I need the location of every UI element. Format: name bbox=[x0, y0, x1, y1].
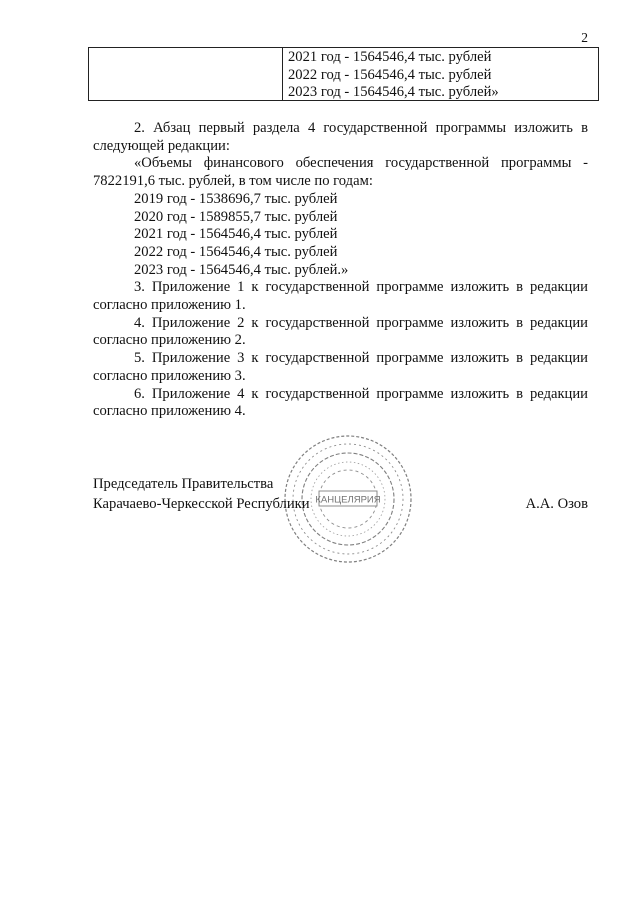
item-3-paragraph: 3. Приложение 1 к государственной программе изложить в редакции согласно приложению 1. bbox=[93, 279, 588, 314]
table-row: 2021 год - 1564546,4 тыс. рублей bbox=[288, 49, 492, 65]
item-2-line-1: 2. Абзац первый раздела 4 государственной программы изложить в bbox=[134, 120, 588, 136]
signatory-name: А.А. Озов bbox=[525, 496, 588, 512]
year-line: 2019 год - 1538696,7 тыс. рублей bbox=[134, 190, 338, 207]
table-cell-years bbox=[288, 49, 598, 102]
year-line: 2022 год - 1564546,4 тыс. рублей bbox=[134, 243, 338, 260]
table-row: 2023 год - 1564546,4 тыс. рублей» bbox=[288, 84, 499, 100]
signature-title-line-1: Председатель Правительства bbox=[93, 476, 274, 492]
item-4-paragraph: 4. Приложение 2 к государственной программе изложить в редакции согласно приложению 2. bbox=[93, 314, 588, 349]
year-line: 2021 год - 1564546,4 тыс. рублей bbox=[134, 226, 338, 243]
year-line: 2023 год - 1564546,4 тыс. рублей.» bbox=[134, 261, 349, 278]
item-2-line-2: следующей редакции: bbox=[93, 137, 230, 154]
item-5-paragraph: 5. Приложение 3 к государственной программе изложить в редакции согласно приложению 3. bbox=[93, 350, 588, 384]
quote-line-1: «Объемы финансового обеспечения государственной программы - bbox=[134, 155, 588, 172]
signature-title-line-2: Карачаево-Черкесской Республики bbox=[93, 496, 310, 512]
stamp-center-text: КАНЦЕЛЯРИЯ bbox=[315, 494, 381, 506]
quote-line-2: 7822191,6 тыс. рублей, в том числе по годам: bbox=[93, 173, 373, 190]
funding-table-continuation bbox=[88, 47, 599, 101]
item-6-paragraph: 6. Приложение 4 к государственной программе изложить в редакции согласно приложению 4. bbox=[93, 385, 588, 420]
table-row: 2022 год - 1564546,4 тыс. рублей bbox=[288, 66, 492, 83]
signature-title bbox=[93, 474, 310, 514]
page-number: 2 bbox=[581, 30, 588, 45]
year-line: 2020 год - 1589855,7 тыс. рублей bbox=[134, 208, 338, 225]
table-cell-empty bbox=[89, 48, 283, 100]
document-body bbox=[93, 120, 588, 421]
